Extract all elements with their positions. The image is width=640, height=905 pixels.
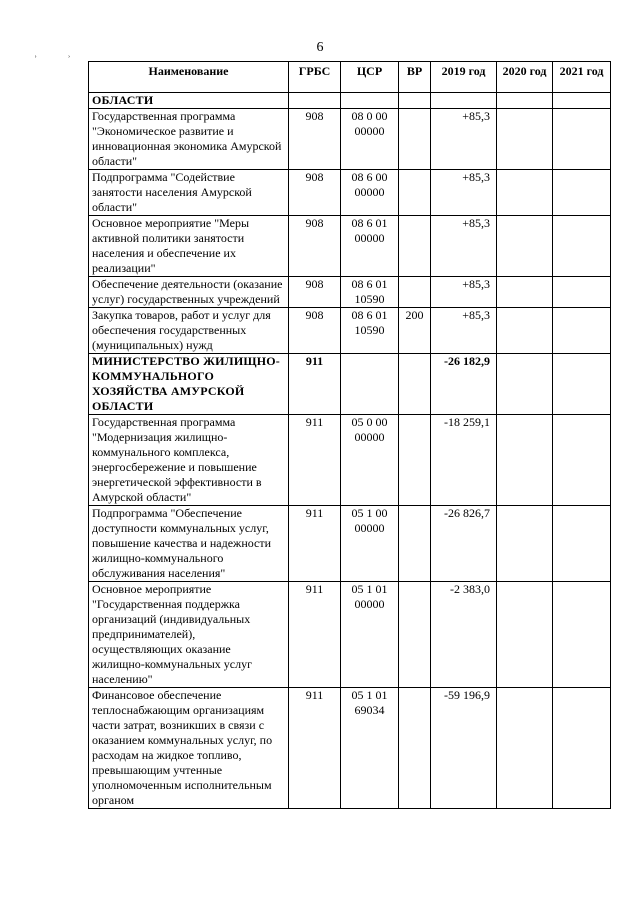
row-2020: [497, 277, 553, 308]
header-csr: ЦСР: [341, 62, 399, 93]
row-csr: 08 6 01 00000: [341, 216, 399, 277]
table-row: [89, 582, 611, 688]
row-name: Обеспечение деятельности (оказание услуг) государственных учреждений: [89, 277, 289, 308]
row-csr: 05 1 00 00000: [341, 506, 399, 582]
row-vr: [399, 93, 431, 109]
header-2020: 2020 год: [497, 62, 553, 93]
row-csr: 05 0 00 00000: [341, 415, 399, 506]
row-name: МИНИСТЕРСТВО ЖИЛИЩНО-КОММУНАЛЬНОГО ХОЗЯЙСТВА АМУРСКОЙ ОБЛАСТИ: [89, 354, 289, 415]
row-2020: [497, 109, 553, 170]
row-2021: [553, 354, 611, 415]
row-name: Подпрограмма "Содействие занятости населения Амурской области": [89, 170, 289, 216]
row-2021: [553, 308, 611, 354]
row-2021: [553, 277, 611, 308]
row-grbs: 911: [289, 354, 341, 415]
row-grbs: 911: [289, 506, 341, 582]
row-vr: [399, 415, 431, 506]
row-2021: [553, 688, 611, 809]
row-2019: -59 196,9: [431, 688, 497, 809]
row-csr: 08 6 01 10590: [341, 308, 399, 354]
row-vr: [399, 506, 431, 582]
row-2019: +85,3: [431, 216, 497, 277]
row-name: Финансовое обеспечение теплоснабжающим организациям части затрат, возникших в связи с оказанием коммунальных услуг, по расходам на жидкое топливо, превышающим учтенные уполномоченным исполнительным органом: [89, 688, 289, 809]
table-header-row: [89, 62, 611, 93]
row-name: Основное мероприятие "Государственная поддержка организаций (индивидуальных предпринимателей), осуществляющих оказание жилищно-коммунальных услуг населению": [89, 582, 289, 688]
row-csr: 08 6 01 10590: [341, 277, 399, 308]
row-2019: [431, 93, 497, 109]
row-2019: -2 383,0: [431, 582, 497, 688]
table-row: [89, 277, 611, 308]
row-2020: [497, 216, 553, 277]
table-row: [89, 109, 611, 170]
row-csr: 05 1 01 69034: [341, 688, 399, 809]
row-2021: [553, 109, 611, 170]
row-name: Государственная программа "Экономическое развитие и инновационная экономика Амурской области": [89, 109, 289, 170]
header-name: Наименование: [89, 62, 289, 93]
table-row: [89, 308, 611, 354]
row-2019: -26 182,9: [431, 354, 497, 415]
table-row: [89, 506, 611, 582]
row-vr: [399, 688, 431, 809]
row-grbs: 911: [289, 688, 341, 809]
row-2020: [497, 688, 553, 809]
table-row: [89, 354, 611, 415]
row-vr: [399, 109, 431, 170]
row-grbs: 908: [289, 216, 341, 277]
table-row: [89, 688, 611, 809]
row-name: Закупка товаров, работ и услуг для обеспечения государственных (муниципальных) нужд: [89, 308, 289, 354]
header-2019: 2019 год: [431, 62, 497, 93]
row-csr: [341, 93, 399, 109]
row-vr: [399, 216, 431, 277]
row-csr: [341, 354, 399, 415]
row-2021: [553, 415, 611, 506]
row-2021: [553, 582, 611, 688]
row-name: Подпрограмма "Обеспечение доступности коммунальных услуг, повышение качества и надежности жилищно-коммунального обслуживания населения": [89, 506, 289, 582]
table-row: [89, 415, 611, 506]
row-name: Основное мероприятие "Меры активной политики занятости населения и обеспечение их реализации": [89, 216, 289, 277]
row-2020: [497, 170, 553, 216]
row-2020: [497, 354, 553, 415]
row-2020: [497, 415, 553, 506]
row-name: Государственная программа "Модернизация жилищно-коммунального комплекса, энергосбережение и повышение энергетической эффективности в Амурской области": [89, 415, 289, 506]
table-row: [89, 216, 611, 277]
row-grbs: 908: [289, 277, 341, 308]
row-2019: -18 259,1: [431, 415, 497, 506]
page-number: 6: [316, 40, 324, 55]
table-row: [89, 170, 611, 216]
row-grbs: 908: [289, 109, 341, 170]
row-grbs: 911: [289, 582, 341, 688]
row-2019: -26 826,7: [431, 506, 497, 582]
table-body: [89, 93, 611, 809]
row-vr: [399, 354, 431, 415]
table-row: [89, 93, 611, 109]
row-vr: [399, 170, 431, 216]
row-grbs: [289, 93, 341, 109]
row-2021: [553, 216, 611, 277]
row-csr: 05 1 01 00000: [341, 582, 399, 688]
row-vr: 200: [399, 308, 431, 354]
row-2021: [553, 93, 611, 109]
row-grbs: 911: [289, 415, 341, 506]
row-grbs: 908: [289, 170, 341, 216]
row-2019: +85,3: [431, 277, 497, 308]
row-2020: [497, 93, 553, 109]
budget-table: [88, 61, 611, 809]
row-vr: [399, 277, 431, 308]
row-csr: 08 6 00 00000: [341, 170, 399, 216]
header-vr: ВР: [399, 62, 431, 93]
row-grbs: 908: [289, 308, 341, 354]
row-name: ОБЛАСТИ: [89, 93, 289, 109]
scan-specks: ˒˒: [34, 50, 101, 61]
row-2021: [553, 506, 611, 582]
header-grbs: ГРБС: [289, 62, 341, 93]
row-2020: [497, 308, 553, 354]
row-2019: +85,3: [431, 308, 497, 354]
row-2020: [497, 506, 553, 582]
row-2019: +85,3: [431, 170, 497, 216]
header-2021: 2021 год: [553, 62, 611, 93]
row-2021: [553, 170, 611, 216]
row-vr: [399, 582, 431, 688]
row-2019: +85,3: [431, 109, 497, 170]
row-2020: [497, 582, 553, 688]
row-csr: 08 0 00 00000: [341, 109, 399, 170]
